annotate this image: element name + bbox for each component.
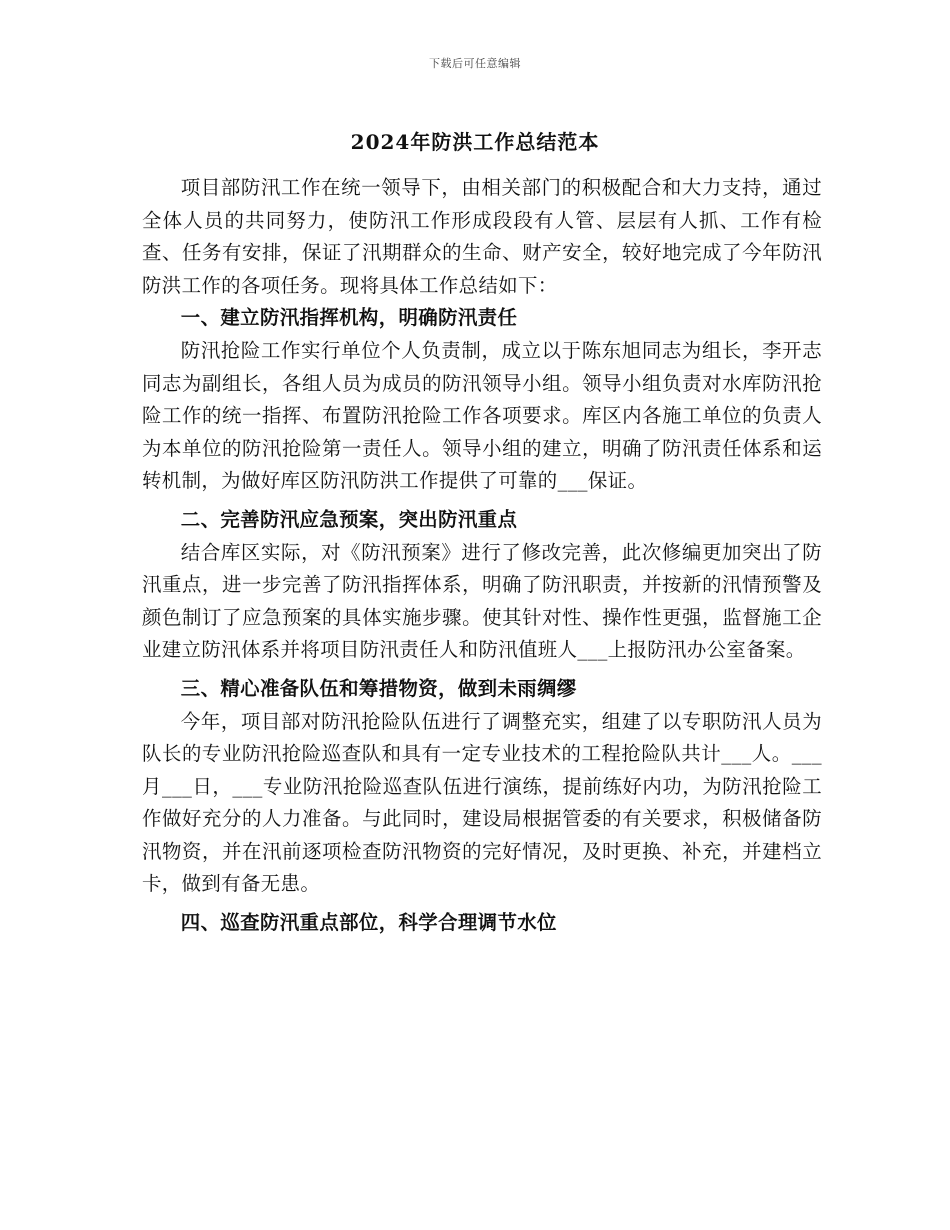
section-2-body: 结合库区实际，对《防汛预案》进行了修改完善，此次修编更加突出了防汛重点，进一步完善了防汛指挥体系，明确了防汛职责，并按新的汛情预警及颜色制订了应急预案的具体实施步骤。使其针对性、操作性更强，监督施工企业建立防汛体系并将项目防汛责任人和防汛值班人___上报防汛办公室备案。: [142, 540, 822, 662]
section-4-heading: 四、巡查防汛重点部位，科学合理调节水位: [180, 911, 557, 935]
section-1-body: 防汛抢险工作实行单位个人负责制，成立以于陈东旭同志为组长，李开志同志为副组长，各组人员为成员的防汛领导小组。领导小组负责对水库防汛抢险工作的统一指挥、布置防汛抢险工作各项要求。库区内各施工单位的负责人为本单位的防汛抢险第一责任人。领导小组的建立，明确了防汛责任体系和运转机制，为做好库区防汛防洪工作提供了可靠的___保证。: [142, 338, 822, 493]
section-1-heading: 一、建立防汛指挥机构，明确防汛责任: [180, 306, 518, 330]
intro-paragraph: 项目部防汛工作在统一领导下，由相关部门的积极配合和大力支持，通过全体人员的共同努力，使防汛工作形成段段有人管、层层有人抓、工作有检查、任务有安排，保证了汛期群众的生命、财产安全，较好地完成了今年防汛防洪工作的各项任务。现将具体工作总结如下：: [142, 176, 822, 297]
page-header-note: 下载后可任意编辑: [429, 57, 521, 70]
section-2-heading: 二、完善防汛应急预案，突出防汛重点: [180, 507, 518, 531]
document-title: 2024年防洪工作总结范本: [350, 130, 600, 154]
section-3-heading: 三、精心准备队伍和筹措物资，做到未雨绸缪: [180, 676, 577, 700]
document-body: [142, 172, 822, 940]
section-3-body: 今年，项目部对防汛抢险队伍进行了调整充实，组建了以专职防汛人员为队长的专业防汛抢险巡查队和具有一定专业技术的工程抢险队共计___人。___月___日，___专业防汛抢险巡查队伍进行演练，提前练好内功，为防汛抢险工作做好充分的人力准备。与此同时，建设局根据管委的有关要求，积极储备防汛物资，并在汛前逐项检查防汛物资的完好情况，及时更换、补充，并建档立卡，做到有备无患。: [142, 709, 822, 896]
